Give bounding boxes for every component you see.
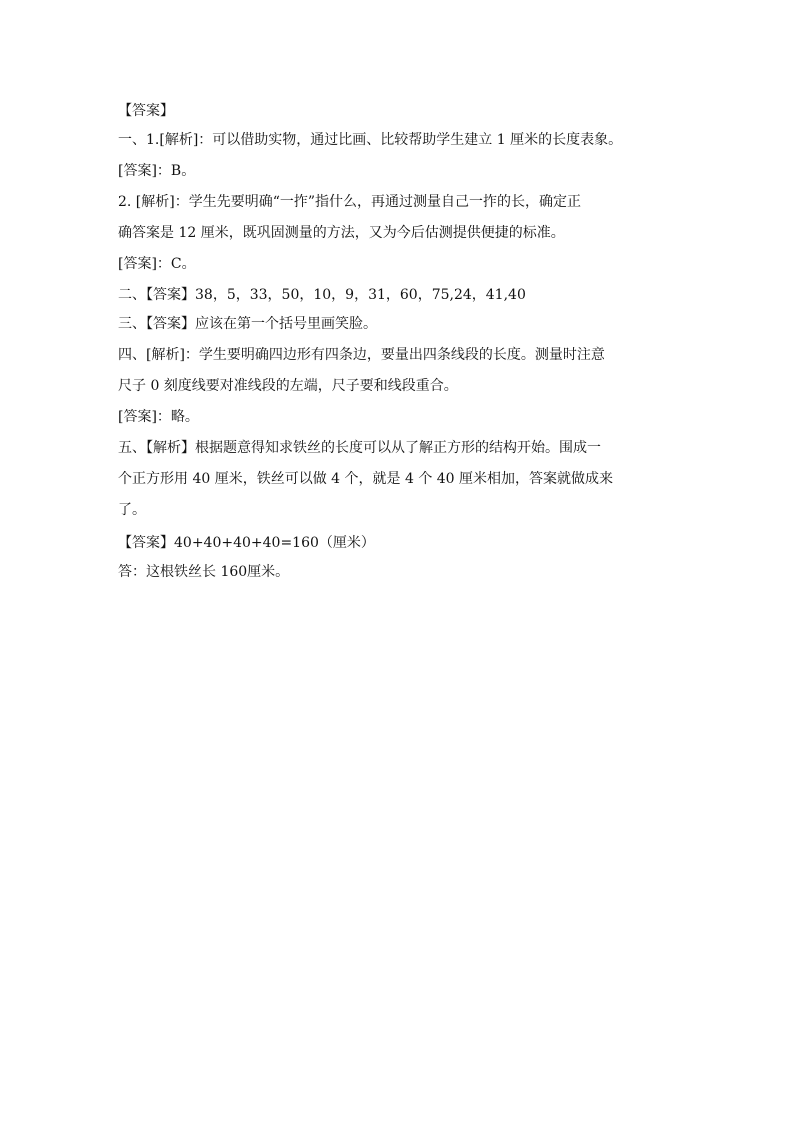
q4-analysis-line1: 四、[解析]：学生要明确四边形有四条边，要量出四条线段的长度。测量时注意 xyxy=(118,347,605,363)
answer-heading: 【答案】 xyxy=(118,103,174,119)
q3-answer: 三、【答案】应该在第一个括号里画笑脸。 xyxy=(118,316,377,332)
q1-2-answer: [答案]：C。 xyxy=(118,256,196,272)
q5-analysis-line2: 个正方形用 40 厘米，铁丝可以做 4 个，就是 4 个 40 厘米相加，答案就做成来 xyxy=(118,471,614,487)
q4-answer: [答案]：略。 xyxy=(118,409,199,425)
q5-final-answer: 答：这根铁丝长 160厘米。 xyxy=(118,564,290,580)
answer-content xyxy=(118,100,688,592)
q4-analysis-line2: 尺子 0 刻度线要对准线段的左端，尺子要和线段重合。 xyxy=(118,378,458,394)
q5-analysis-line3: 了。 xyxy=(118,502,146,518)
q2-answer: 二、【答案】38，5，33，50，10，9，31，60，75,24，41,40 xyxy=(118,287,526,303)
q1-2-analysis-line2: 确答案是 12 厘米，既巩固测量的方法，又为今后估测提供便捷的标准。 xyxy=(118,225,565,241)
q5-answer: 【答案】40+40+40+40=160（厘米） xyxy=(118,535,375,551)
q1-1-analysis: 一、1.[解析]：可以借助实物，通过比画、比较帮助学生建立 1 厘米的长度表象。 xyxy=(118,132,623,148)
q1-2-analysis-line1: 2. [解析]：学生先要明确“一拃”指什么，再通过测量自己一拃的长，确定正 xyxy=(118,194,582,210)
q5-analysis-line1: 五、【解析】根据题意得知求铁丝的长度可以从了解正方形的结构开始。围成一 xyxy=(118,440,601,456)
q1-1-answer: [答案]：B。 xyxy=(118,163,196,179)
